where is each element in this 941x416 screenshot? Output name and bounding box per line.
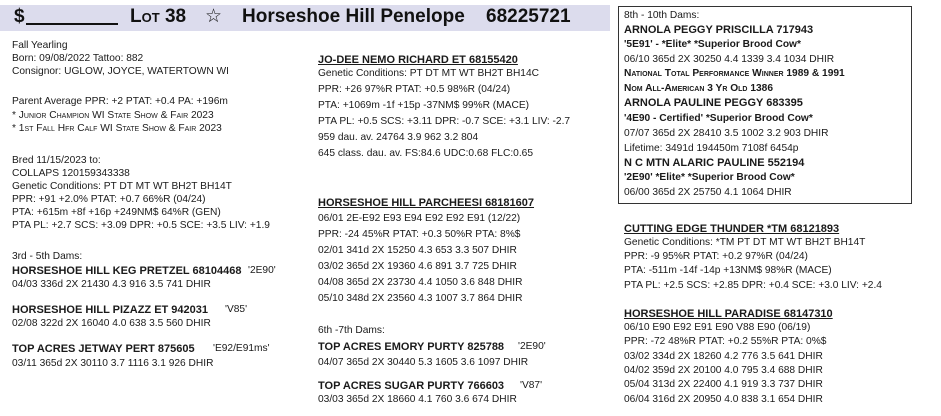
granddam-ppr: PPR: -72 48%R PTAT: +0.2 55%R PTA: 0%$: [624, 336, 827, 347]
dams-6-7-heading: 6th -7th Dams:: [318, 325, 385, 336]
dam-6-name: TOP ACRES EMORY PURTY 825788: [318, 341, 505, 353]
sire-pta-pl: PTA PL: +0.5 SCS: +3.11 DPR: -0.7 SCE: +3.1 LIV: -2.7: [318, 116, 571, 127]
price-prefix: $: [14, 6, 25, 27]
dam-classification: 06/01 2E-E92 E93 E94 E92 E92 E91 (12/22): [318, 213, 521, 224]
dam-9-record: 07/07 365d 2X 28410 3.5 1002 3.2 903 DHIR: [624, 128, 829, 139]
star-icon: ☆: [205, 6, 223, 27]
dam-5-class: 'E92/E91ms': [213, 343, 270, 354]
dam-record: 05/10 348d 2X 23560 4.3 1007 3.7 864 DHIR: [318, 293, 523, 304]
mgs-pta-pl: PTA PL: +2.5 SCS: +2.85 DPR: +0.4 SCE: +3.0 LIV: +2.4: [624, 280, 882, 291]
dam-4-class: 'V85': [225, 304, 248, 315]
mgs-name: CUTTING EDGE THUNDER *TM 68121893: [624, 223, 840, 235]
dam-8-name: ARNOLA PEGGY PRISCILLA 717943: [624, 24, 814, 36]
granddam-record: 04/02 359d 2X 20100 4.0 795 3.4 688 DHIR: [624, 365, 823, 376]
granddam-name: HORSESHOE HILL PARADISE 68147310: [624, 308, 833, 320]
sire-name: JO-DEE NEMO RICHARD ET 68155420: [318, 54, 518, 66]
dams-8-10-heading: 8th - 10th Dams:: [624, 10, 700, 21]
dams-3-5-heading: 3rd - 5th Dams:: [12, 251, 83, 262]
sire-ppr: PPR: +26 97%R PTAT: +0.5 98%R (04/24): [318, 84, 511, 95]
dam-3-class: '2E90': [248, 265, 276, 276]
ppr-line: PPR: +91 +2.0% PTAT: +0.7 66%R (04/24): [12, 194, 206, 205]
dam-9-name: ARNOLA PAULINE PEGGY 683395: [624, 97, 803, 109]
dam-9-class: '4E90 - Certified' *Superior Brood Cow*: [624, 113, 813, 124]
granddam-classification: 06/10 E90 E92 E91 E90 V88 E90 (06/19): [624, 322, 811, 333]
sire-daughters: 959 dau. av. 24764 3.9 962 3.2 804: [318, 132, 479, 143]
award-2: * 1st Fall Hfr Calf WI State Show & Fair 2023: [12, 123, 222, 134]
dam-3-record: 04/03 336d 2X 21430 4.3 916 3.5 741 DHIR: [12, 279, 211, 290]
dam-5-record: 03/11 365d 2X 30110 3.7 1116 3.1 926 DHIR: [12, 358, 214, 369]
mgs-ppr: PPR: -9 95%R PTAT: +0.2 97%R (04/24): [624, 251, 808, 262]
price-blank-line[interactable]: [26, 6, 118, 25]
dam-7-record: 03/03 365d 2X 18660 4.1 760 3.6 674 DHIR: [318, 394, 517, 405]
dam-10-name: N C MTN ALARIC PAULINE 552194: [624, 157, 805, 169]
dam-4-record: 02/08 322d 2X 16040 4.0 638 3.5 560 DHIR: [12, 318, 211, 329]
consignor: Consignor: UGLOW, JOYCE, WATERTOWN WI: [12, 66, 229, 77]
sire-classified-daughters: 645 class. dau. av. FS:84.6 UDC:0.68 FLC:0.65: [318, 148, 533, 159]
dam-record: 03/02 365d 2X 19360 4.6 891 3.7 725 DHIR: [318, 261, 517, 272]
pta-line: PTA: +615m +8f +16p +249NM$ 64%R (GEN): [12, 207, 221, 218]
born-tattoo: Born: 09/08/2022 Tattoo: 882: [12, 53, 144, 64]
sire-pta: PTA: +1069m -1f +15p -37NM$ 99%R (MACE): [318, 100, 530, 111]
dam-record: 02/01 341d 2X 15250 4.3 653 3.3 507 DHIR: [318, 245, 517, 256]
dam-10-class: '2E90' *Elite* *Superior Brood Cow*: [624, 172, 795, 183]
animal-reg: 68225721: [486, 6, 571, 27]
genetic-conditions: Genetic Conditions: PT DT MT WT BH2T BH14T: [12, 181, 232, 192]
award-1: * Junior Champion WI State Show & Fair 2023: [12, 110, 214, 121]
granddam-record: 05/04 313d 2X 22400 4.1 919 3.3 737 DHIR: [624, 379, 823, 390]
animal-class: Fall Yearling: [12, 40, 68, 51]
animal-name: Horseshoe Hill Penelope: [242, 6, 465, 27]
dam-6-class: '2E90': [518, 341, 546, 352]
sire-genetic: Genetic Conditions: PT DT MT WT BH2T BH14C: [318, 68, 539, 79]
dam-5-name: TOP ACRES JETWAY PERT 875605: [12, 343, 195, 355]
dam-4-name: HORSESHOE HILL PIZAZZ ET 942031: [12, 304, 209, 316]
dam-record: 04/08 365d 2X 23730 4.4 1050 3.6 848 DHIR: [318, 277, 523, 288]
bred-to-sire: COLLAPS 120159343338: [12, 168, 130, 179]
dam-8-award-2: Nom All-American 3 Yr Old 1386: [624, 83, 773, 94]
pta-pl-line: PTA PL: +2.7 SCS: +3.09 DPR: +0.5 SCE: +3.5 LIV: +1.9: [12, 220, 270, 231]
lot-number: Lot 38: [130, 6, 187, 27]
dam-3-name: HORSESHOE HILL KEG PRETZEL 68104468: [12, 265, 242, 277]
dam-9-lifetime: Lifetime: 3491d 194450m 7108f 6454p: [624, 143, 799, 154]
dam-7-name: TOP ACRES SUGAR PURTY 766603: [318, 380, 505, 392]
dam-8-class: '5E91' - *Elite* *Superior Brood Cow*: [624, 39, 801, 50]
dam-ppr: PPR: -24 45%R PTAT: +0.3 50%R PTA: 8%$: [318, 229, 521, 240]
dam-6-record: 04/07 365d 2X 30440 5.3 1605 3.6 1097 DHIR: [318, 357, 529, 368]
mgs-pta: PTA: -511m -14f -14p +13NM$ 98%R (MACE): [624, 265, 832, 276]
dam-10-record: 06/00 365d 2X 25750 4.1 1064 DHIR: [624, 187, 792, 198]
dam-8-award-1: National Total Performance Winner 1989 & 1991: [624, 68, 845, 79]
granddam-record: 06/04 316d 2X 20950 4.0 838 3.1 654 DHIR: [624, 394, 823, 405]
mgs-genetic: Genetic Conditions: *TM PT DT MT WT BH2T BH14T: [624, 237, 866, 248]
granddam-record: 03/02 334d 2X 18260 4.2 776 3.5 641 DHIR: [624, 351, 823, 362]
dam-7-class: 'V87': [520, 380, 543, 391]
dam-8-record: 06/10 365d 2X 30250 4.4 1339 3.4 1034 DHIR: [624, 54, 835, 65]
parent-average: Parent Average PPR: +2 PTAT: +0.4 PA: +196m: [12, 96, 228, 107]
bred-date: Bred 11/15/2023 to:: [12, 155, 101, 166]
dam-name: HORSESHOE HILL PARCHEESI 68181607: [318, 197, 535, 209]
